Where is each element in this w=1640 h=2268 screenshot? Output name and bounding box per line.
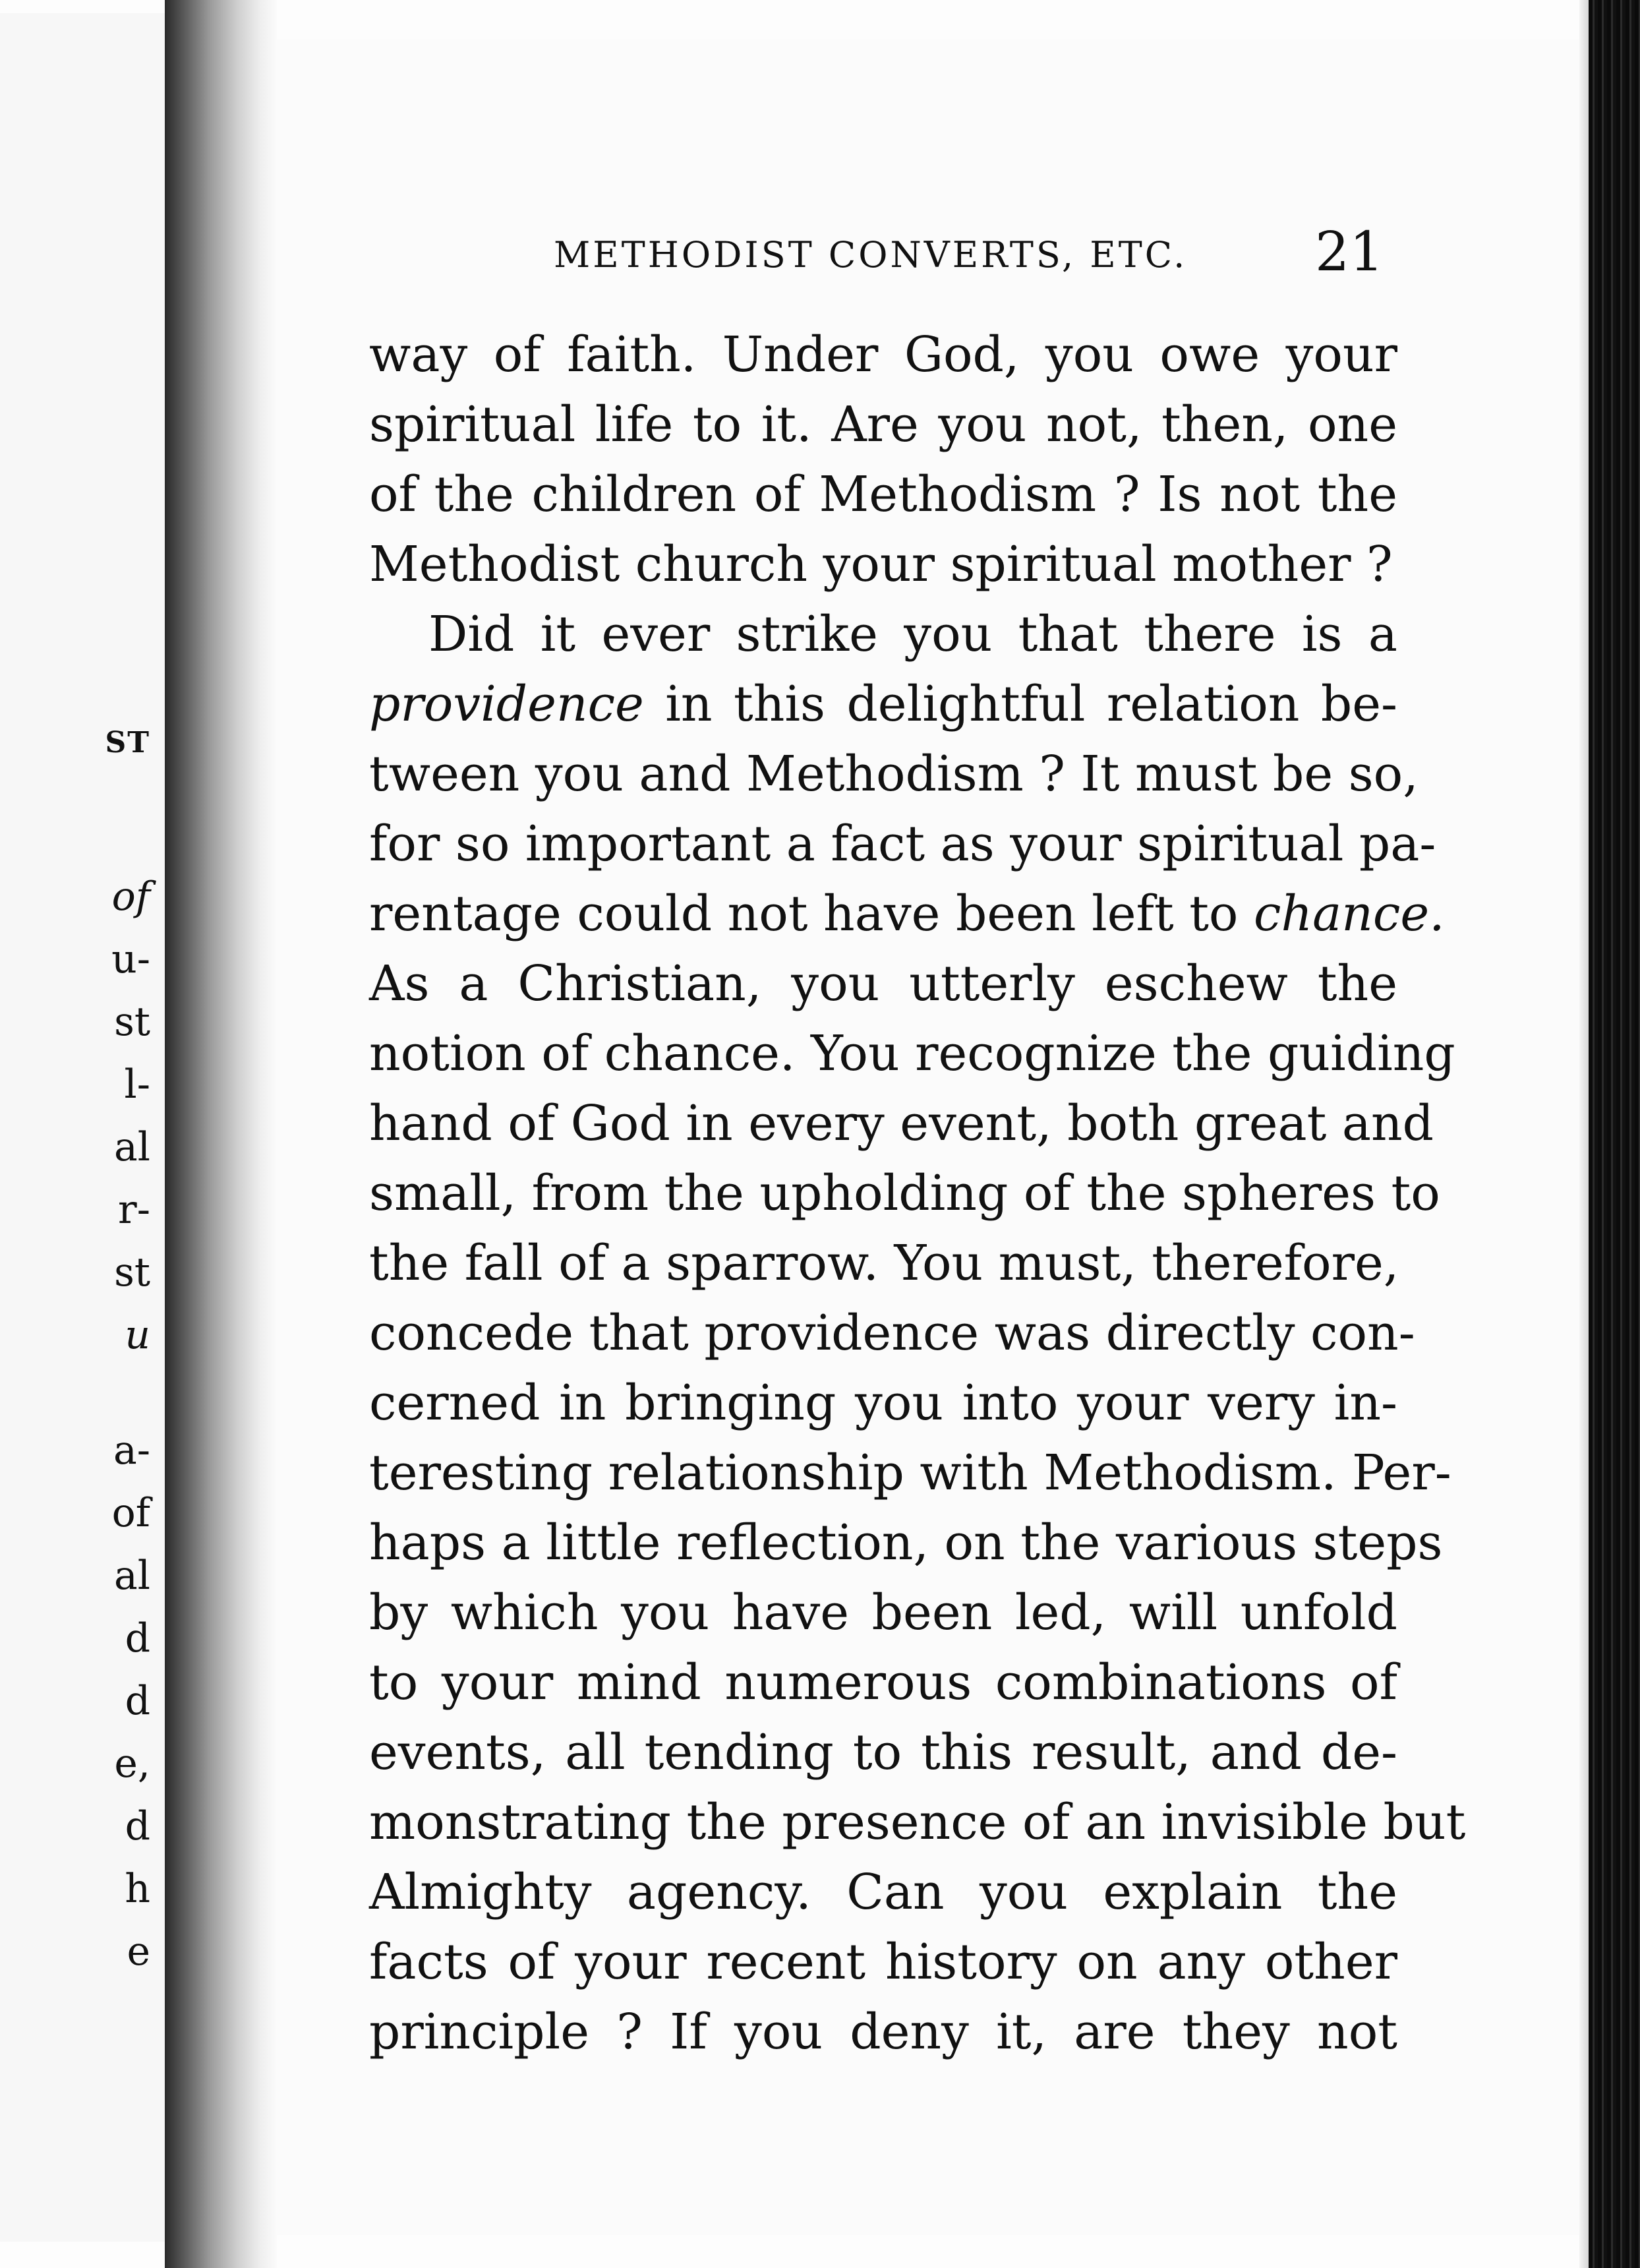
- running-head: METHODIST CONVERTS, ETC.: [554, 234, 1188, 276]
- left-page-text: st: [114, 999, 150, 1045]
- text-line: As a Christian, you utterly eschew the: [369, 955, 1397, 1012]
- text-line: Methodist church your spiritual mother ?: [369, 536, 1393, 593]
- book-block-edge: [1589, 0, 1640, 2268]
- left-page-text: d: [125, 1615, 150, 1661]
- left-page-text: e: [127, 1928, 150, 1975]
- left-page-text: of: [111, 874, 150, 920]
- text-line: way of faith. Under God, you owe your: [369, 326, 1397, 383]
- left-page-text: of: [111, 1490, 150, 1536]
- text-line: notion of chance. You recognize the guiding: [369, 1025, 1455, 1082]
- left-page-text: a-: [113, 1427, 150, 1474]
- left-page-text: r-: [118, 1187, 150, 1233]
- page-number: 21: [1315, 221, 1384, 284]
- text-line: Almighty agency. Can you explain the: [369, 1864, 1397, 1921]
- text-line: tween you and Methodism ? It must be so,: [369, 746, 1419, 802]
- text-line: cerned in bringing you into your very in-: [369, 1375, 1397, 1431]
- text-line: monstrating the presence of an invisible but: [369, 1794, 1466, 1851]
- text-line: rentage could not have been left to chance.: [369, 885, 1445, 942]
- binding-gutter-shadow: [165, 0, 277, 2268]
- left-page-text: st: [114, 1249, 150, 1296]
- left-page-text: al: [114, 1124, 150, 1170]
- italic-word: chance.: [1254, 885, 1445, 942]
- left-page-text: al: [114, 1553, 150, 1599]
- left-page-text: h: [125, 1866, 150, 1912]
- text-line: events, all tending to this result, and de-: [369, 1724, 1397, 1781]
- left-page-text: u: [125, 1312, 150, 1358]
- text-line: spiritual life to it. Are you not, then, one: [369, 396, 1397, 453]
- text-line: facts of your recent history on any other: [369, 1934, 1397, 1990]
- left-page-text: l-: [124, 1061, 150, 1108]
- left-page-text: u-: [111, 936, 150, 982]
- italic-word: providence: [369, 676, 644, 732]
- page-edge-highlight: [1579, 0, 1589, 2268]
- text-line: for so important a fact as your spiritual pa-: [369, 816, 1436, 872]
- left-page-text: d: [125, 1678, 150, 1724]
- paragraph-first-line: Did it ever strike you that there is a: [428, 606, 1397, 663]
- left-page-fragment: [0, 13, 165, 2242]
- text-line: principle ? If you deny it, are they not: [369, 2004, 1397, 2060]
- left-page-text: ST: [105, 726, 150, 760]
- text-line: small, from the upholding of the spheres to: [369, 1165, 1440, 1222]
- body-text: [369, 320, 1466, 2067]
- text-line: of the children of Methodism ? Is not the: [369, 466, 1397, 523]
- text-line: teresting relationship with Methodism. Per-: [369, 1445, 1451, 1501]
- text-line: concede that providence was directly con-: [369, 1305, 1415, 1361]
- text-line: to your mind numerous combinations of: [369, 1654, 1397, 1711]
- text-line: by which you have been led, will unfold: [369, 1584, 1397, 1641]
- text-line: haps a little reflection, on the various steps: [369, 1514, 1443, 1571]
- left-page-text: d: [125, 1803, 150, 1849]
- text-line: the fall of a sparrow. You must, therefore,: [369, 1235, 1399, 1292]
- text-line: providence in this delightful relation be-: [369, 676, 1397, 732]
- left-page-text: e,: [114, 1741, 150, 1787]
- text-line: hand of God in every event, both great and: [369, 1095, 1434, 1152]
